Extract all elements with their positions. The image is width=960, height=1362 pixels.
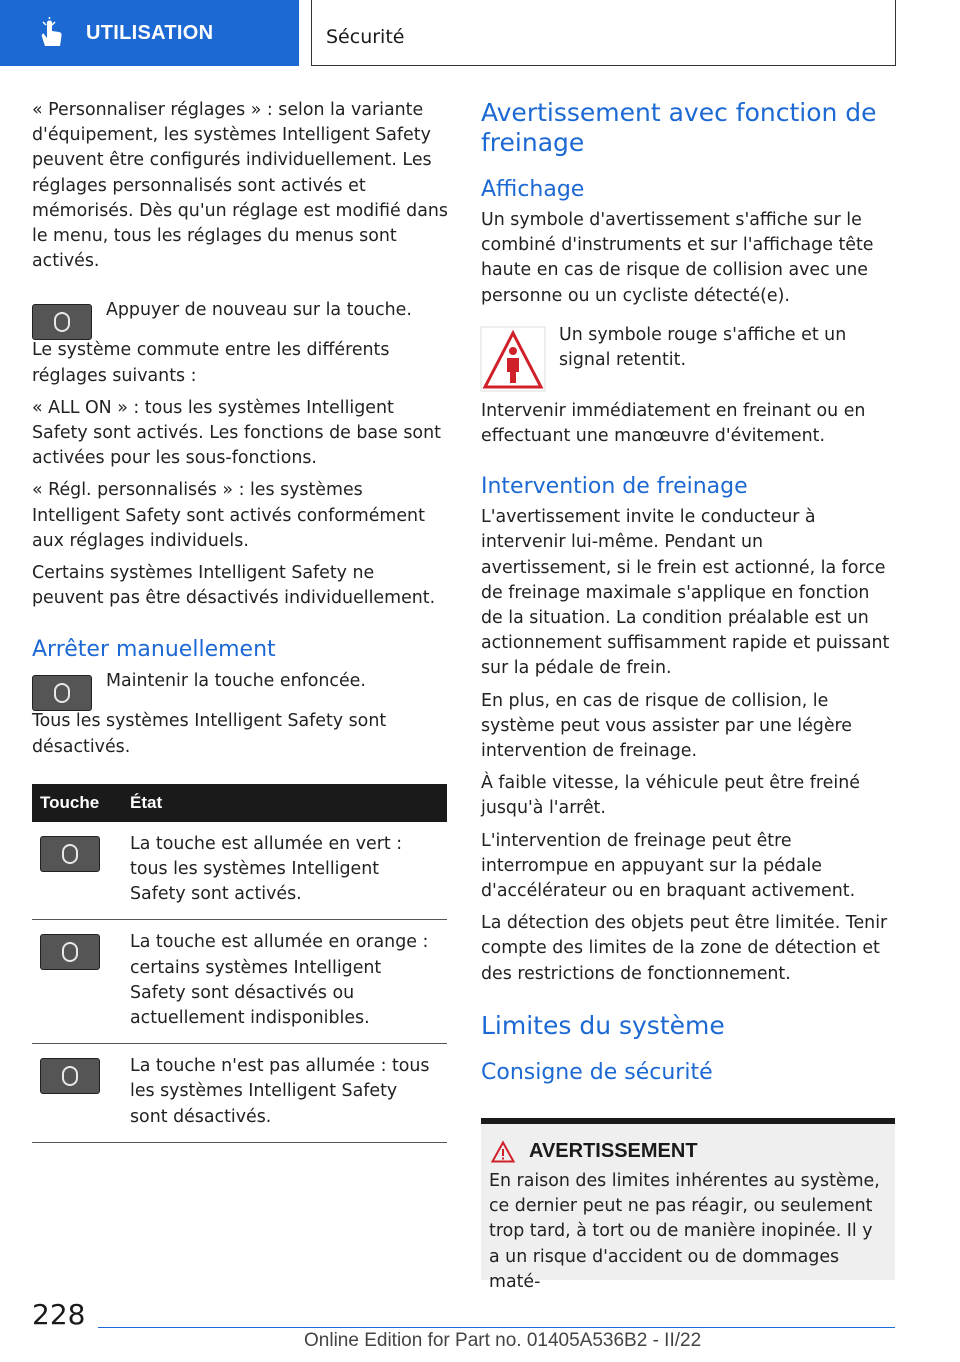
paragraph: « ALL ON » : tous les systèmes Intelligent Safety sont activés. Les fonctions de base sont activées pour les sous-fonctions. [32, 397, 441, 469]
button-green-icon [40, 836, 100, 872]
button-off-icon [40, 1058, 100, 1094]
symbol-instruction [481, 323, 895, 391]
paragraph: Un symbole rouge s'affiche et un signal retentit. [559, 324, 847, 371]
paragraph: Maintenir la touche enfoncée. [106, 671, 366, 692]
table-cell-state: La touche n'est pas allumée : tous les systèmes Intelligent Safety sont désactivés. [122, 1044, 447, 1143]
left-column [32, 98, 450, 1143]
paragraph: Intervenir immédiatement en freinant ou en effectuant une manœuvre d'évitement. [481, 400, 866, 447]
heading-system-limits: Limites du système [481, 1010, 725, 1040]
paragraph: Tous les systèmes Intelligent Safety sont désactivés. [32, 711, 387, 757]
paragraph: Appuyer de nouveau sur la touche. [106, 300, 412, 321]
pedestrian-warning-icon [481, 327, 545, 391]
paragraph: En plus, en cas de risque de collision, le système peut vous assister par une légère intervention de freinage. [481, 690, 852, 762]
intelligent-safety-button-icon [32, 675, 92, 711]
section-title: UTILISATION [86, 21, 214, 44]
heading-braking-warning: Avertissement avec fonction de freinage [481, 98, 877, 157]
footer-divider [98, 1327, 895, 1328]
warning-text: En raison des limites inhérentes au système, ce dernier peut ne pas réagir, ou seulement trop tard, à tort ou de manière inopinée. Il y a un risque d'accident ou de dommages maté- [489, 1171, 880, 1292]
paragraph: Un symbole d'avertissement s'affiche sur le combiné d'instruments et sur l'affichage tête haute en cas de risque de collision avec une personne ou un cycliste détecté(e). [481, 210, 874, 306]
button-instruction [32, 298, 450, 340]
table-cell-state: La touche est allumée en vert : tous les systèmes Intelligent Safety sont activés. [122, 822, 447, 920]
section-tab [0, 0, 299, 66]
intelligent-safety-button-icon [32, 304, 92, 340]
page-number: 228 [32, 1298, 86, 1331]
table-row [32, 920, 447, 1044]
table-header-key: Touche [32, 784, 122, 822]
paragraph: Le système commute entre les différents réglages suivants : [32, 340, 390, 386]
table-header-state: État [122, 784, 447, 822]
paragraph: À faible vitesse, la véhicule peut être freiné jusqu'à l'arrêt. [481, 773, 860, 819]
warning-triangle-icon [491, 1141, 515, 1163]
paragraph: La détection des objets peut être limitée. Tenir compte des limites de la zone de détection et des restrictions de fonctionnement. [481, 913, 888, 984]
hand-pointer-icon [34, 16, 68, 50]
heading-safety-note: Consigne de sécurité [481, 1059, 713, 1085]
button-instruction [32, 669, 450, 711]
paragraph: « Personnaliser réglages » : selon la variante d'équipement, les systèmes Intelligent Safety peuvent être configurés individuellement. Les réglages personnalisés sont activés et mémorisés. Dès qu'un réglage est modifié dans le menu, tous les réglages du menus sont activés. [32, 100, 448, 272]
chapter-box [311, 0, 896, 66]
chapter-title: Sécurité [326, 26, 405, 48]
paragraph: « Régl. personnalisés » : les systèmes Intelligent Safety sont activés conformément aux réglages individuels. [32, 480, 425, 551]
table-row [32, 822, 447, 920]
paragraph: L'avertissement invite le conducteur à intervenir lui-même. Pendant un avertissement, si le frein est actionné, la force de freinage maximale s'applique en fonction de la situation. La condition préalable est un actionnement suffisamment rapide et puissant sur la pédale de frein. [481, 507, 890, 679]
footer-edition: Online Edition for Part no. 01405A536B2 - II/22 [304, 1330, 702, 1351]
heading-brake-intervention: Intervention de freinage [481, 474, 748, 500]
table-cell-state: La touche est allumée en orange : certains systèmes Intelligent Safety sont désactivés ou actuellement indisponibles. [122, 920, 447, 1044]
warning-title: AVERTISSEMENT [529, 1140, 698, 1162]
button-state-table [32, 784, 447, 1143]
button-orange-icon [40, 934, 100, 970]
right-column [481, 98, 895, 1091]
table-row [32, 1044, 447, 1143]
heading-display: Affichage [481, 177, 585, 202]
warning-box [481, 1118, 895, 1292]
paragraph: Certains systèmes Intelligent Safety ne peuvent pas être désactivés individuellement. [32, 563, 436, 609]
paragraph: L'intervention de freinage peut être interrompue en appuyant sur la pédale d'accélérateur ou en braquant activement. [481, 830, 856, 902]
heading-manual-stop: Arrêter manuellement [32, 637, 276, 663]
